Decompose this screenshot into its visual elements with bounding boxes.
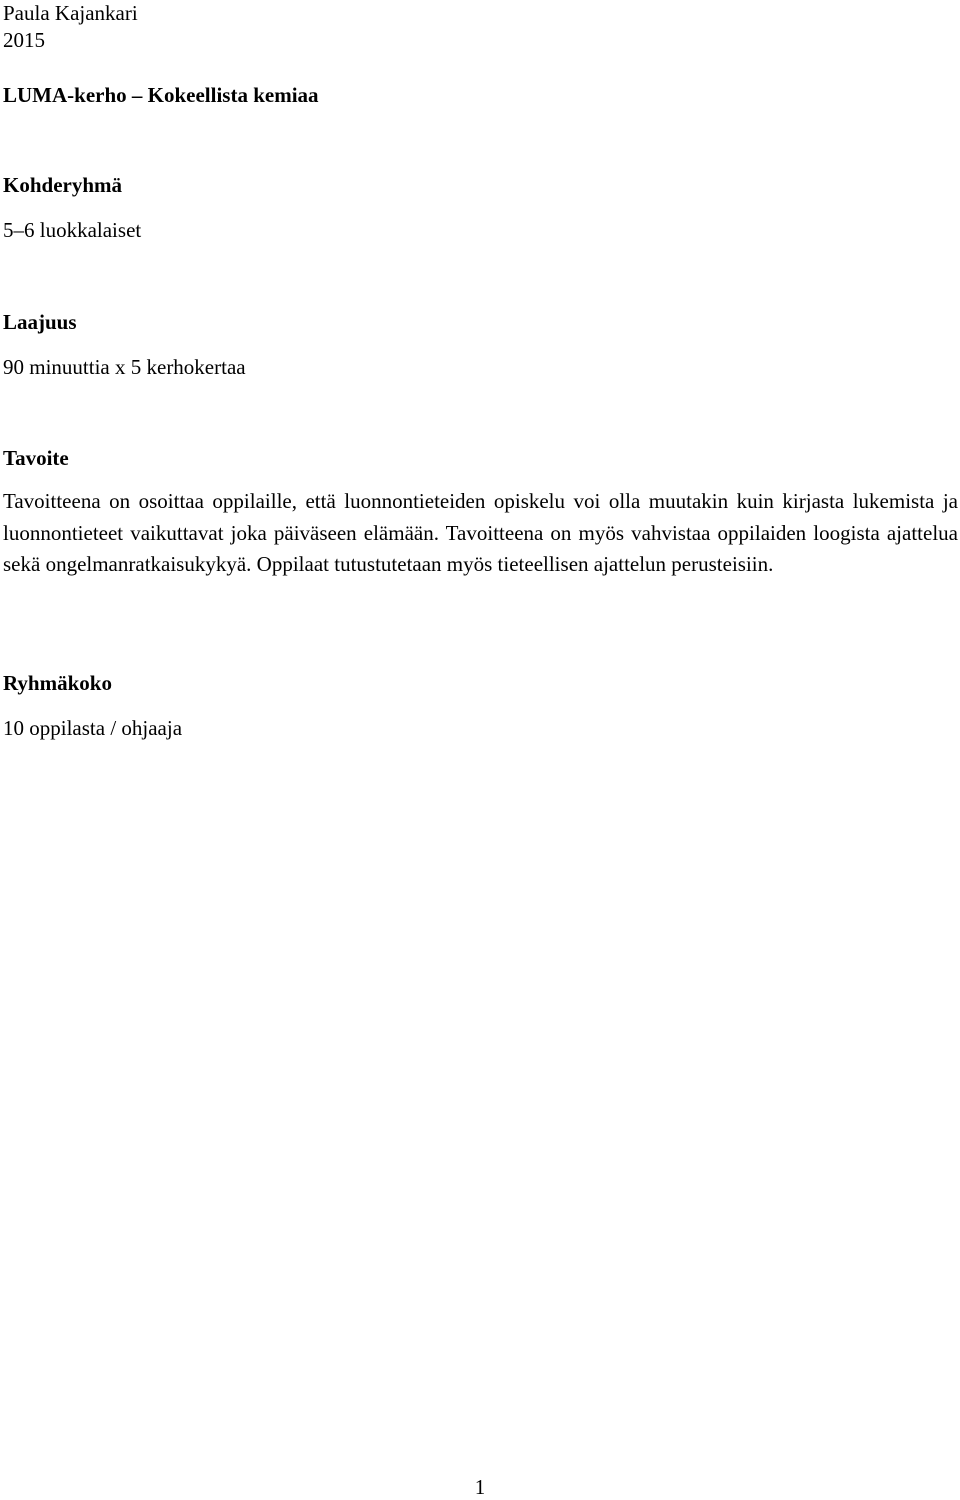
goal-paragraph: Tavoitteena on osoittaa oppilaille, että luonnontieteiden opiskelu voi olla muutakin kuin kirjasta lukemista ja luonnontieteet vaikuttavat joka päiväseen elämään. Tavoitteena on myös vahvistaa oppilaiden loogista ajattelua sekä ongelmanratkaisukykyä. Oppilaat tutustutetaan myös tieteellisen ajattelun perusteisiin.: [3, 489, 958, 576]
goal-heading: Tavoite: [3, 446, 69, 470]
scope-heading: Laajuus: [3, 310, 77, 334]
page-number: 1: [474, 1475, 486, 1499]
document-title: LUMA-kerho – Kokeellista kemiaa: [3, 83, 319, 107]
group-size-heading: Ryhmäkoko: [3, 671, 112, 695]
target-group-text: 5–6 luokkalaiset: [3, 218, 142, 242]
target-group-heading: Kohderyhmä: [3, 173, 123, 197]
document-year: 2015: [3, 28, 45, 52]
group-size-text: 10 oppilasta / ohjaaja: [3, 716, 183, 740]
author-name: Paula Kajankari: [3, 1, 138, 25]
scope-text: 90 minuuttia x 5 kerhokertaa: [3, 355, 246, 379]
